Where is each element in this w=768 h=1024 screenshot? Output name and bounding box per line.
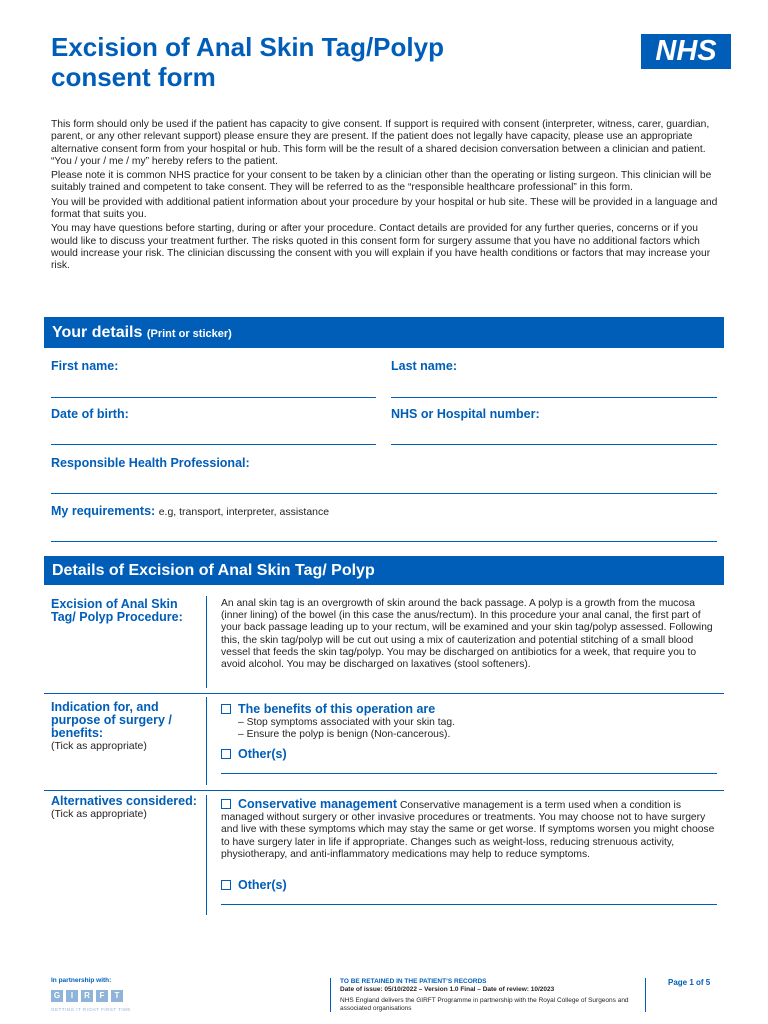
nhs-logo: NHS — [641, 34, 731, 69]
rhp-field[interactable] — [51, 493, 717, 494]
other-title-2: Other(s) — [238, 878, 287, 892]
issue-info: Date of issue: 05/10/2022 – Version 1.0 Final – Date of review: 10/2023 — [340, 986, 555, 993]
title-line-1: Excision of Anal Skin Tag/Polyp — [51, 32, 444, 62]
benefit-item: – Ensure the polyp is benign (Non-cancerous). — [238, 729, 451, 741]
indication-label — [51, 701, 201, 753]
footer-divider — [645, 978, 646, 1012]
dob-field[interactable] — [51, 444, 376, 445]
nhs-number-label: NHS or Hospital number: — [391, 407, 540, 421]
other-option-1 — [221, 748, 721, 762]
benefit-item: – Stop symptoms associated with your skin tag. — [238, 717, 455, 729]
last-name-label: Last name: — [391, 359, 457, 373]
benefits-title: The benefits of this operation are — [238, 702, 436, 716]
girft-letter: T — [111, 990, 123, 1002]
nhs-number-field[interactable] — [391, 444, 717, 445]
intro-paragraph: You will be provided with additional patient information about your procedure by your hospital or hub site. These will be provided in a language and format that suits you. — [51, 196, 718, 221]
last-name-field[interactable] — [391, 397, 717, 398]
procedure-label: Excision of Anal Skin Tag/ Polyp Procedure: — [51, 597, 183, 624]
your-details-heading: Your details — [52, 324, 143, 341]
procedure-description: An anal skin tag is an overgrowth of skin around the back passage. A polyp is a growth from the mucosa (inner lining) of the bowel (in this case the anus/rectum). In this procedure your anal canal, the first part of your back passage leading up to your rectum, will be examined and your skin tag/polyp assessed. Following this, the skin tag/polyp will be cut out using a mix of cauterization and potential stitching of a small blood vessel that feeds the skin tag/polyp. You may be discharged on antibiotics for a week, that require you to avoid alcohol. You may be discharged on laxatives (stool softeners). — [221, 598, 713, 671]
intro-paragraph: Please note it is common NHS practice for your consent to be taken by a clinician other than the operating or listing surgeon. This clinician will be suitably trained and competent to take consent. They will be referred to as the “responsible healthcare professional” in this form. — [51, 170, 712, 194]
other-option-2 — [221, 879, 721, 893]
other-field-1[interactable] — [221, 773, 717, 774]
column-divider — [206, 795, 207, 915]
requirements-field[interactable] — [51, 541, 717, 542]
rhp-label: Responsible Health Professional: — [51, 456, 250, 470]
alternatives-label-text: Alternatives considered: — [51, 794, 197, 808]
requirements-hint: e.g, transport, interpreter, assistance — [158, 506, 330, 518]
page-title — [51, 32, 571, 92]
benefits-checkbox[interactable] — [221, 704, 231, 714]
page-number: Page 1 of 5 — [668, 978, 711, 987]
conservative-checkbox[interactable] — [221, 799, 231, 809]
intro-paragraph: You may have questions before starting, during or after your procedure. Contact details are provided for any further queries, concerns or if you would like to discuss your treatment further. The risks quoted in this consent form for surgery assume that you have no additional factors which would increase your risk. The clinician discussing the consent with you will explain if you have health conditions or factors that may increase your risk. — [51, 223, 711, 272]
title-line-2: consent form — [51, 62, 216, 92]
first-name-field[interactable] — [51, 397, 376, 398]
girft-letter: R — [81, 990, 93, 1002]
intro-text — [51, 119, 723, 275]
intro-paragraph: This form should only be used if the patient has capacity to give consent. If support is required with consent (interpreter, witness, carer, guardian, parent, or any other relevant support) please ensure they are present. If the patient does not legally have capacity, please use an appropriate alternative consent form from your hospital or hub. This form will be the result of a shared decision conversation between a clinician and patient. “You / your / me / my” hereby refers to the patient. — [51, 119, 710, 167]
benefits-option — [221, 703, 721, 742]
retain-notice: TO BE RETAINED IN THE PATIENT’S RECORDS — [340, 978, 487, 985]
alternatives-sub: (Tick as appropriate) — [51, 808, 147, 820]
dob-label: Date of birth: — [51, 407, 129, 421]
other-field-2[interactable] — [221, 904, 717, 905]
conservative-title: Conservative management — [238, 797, 398, 811]
conservative-text: Conservative management is a term used when a condition is managed without surgery or other invasive procedures or treatments. You may choose not to have surgery and live with these symptoms which may stay the same or get worse. If symptoms worsen you might choose to have surgery later in life if appropriate. Changes such as weight-loss, reducing strenuous activity, physiotherapy, and anti-inflammatory medications may help to reduce symptoms. — [221, 800, 715, 860]
alternatives-label — [51, 795, 201, 821]
first-name-label: First name: — [51, 359, 119, 373]
your-details-header — [44, 317, 724, 348]
other-checkbox-1[interactable] — [221, 749, 231, 759]
girft-tagline: GETTING IT RIGHT FIRST TIME — [51, 1007, 131, 1012]
girft-letter: I — [66, 990, 78, 1002]
your-details-note: (Print or sticker) — [146, 328, 232, 340]
conservative-option — [221, 798, 721, 861]
requirements-label — [51, 504, 329, 518]
indication-sub: (Tick as appropriate) — [51, 740, 147, 752]
footer-divider — [330, 978, 331, 1012]
other-title-1: Other(s) — [238, 747, 287, 761]
indication-label-text: Indication for, and purpose of surgery / benefits: — [51, 700, 172, 740]
column-divider — [206, 697, 207, 785]
requirements-label-text: My requirements: — [51, 504, 156, 518]
row-divider — [44, 790, 724, 791]
column-divider — [206, 596, 207, 688]
girft-logo — [51, 990, 123, 1002]
partnership-label: In partnership with: — [51, 977, 112, 984]
girft-letter: G — [51, 990, 63, 1002]
row-divider — [44, 693, 724, 694]
delivery-note: NHS England delivers the GIRFT Programme in partnership with the Royal College of Surgeons and associated organisations — [340, 997, 629, 1012]
girft-letter: F — [96, 990, 108, 1002]
details-header: Details of Excision of Anal Skin Tag/ Polyp — [44, 556, 724, 585]
other-checkbox-2[interactable] — [221, 880, 231, 890]
